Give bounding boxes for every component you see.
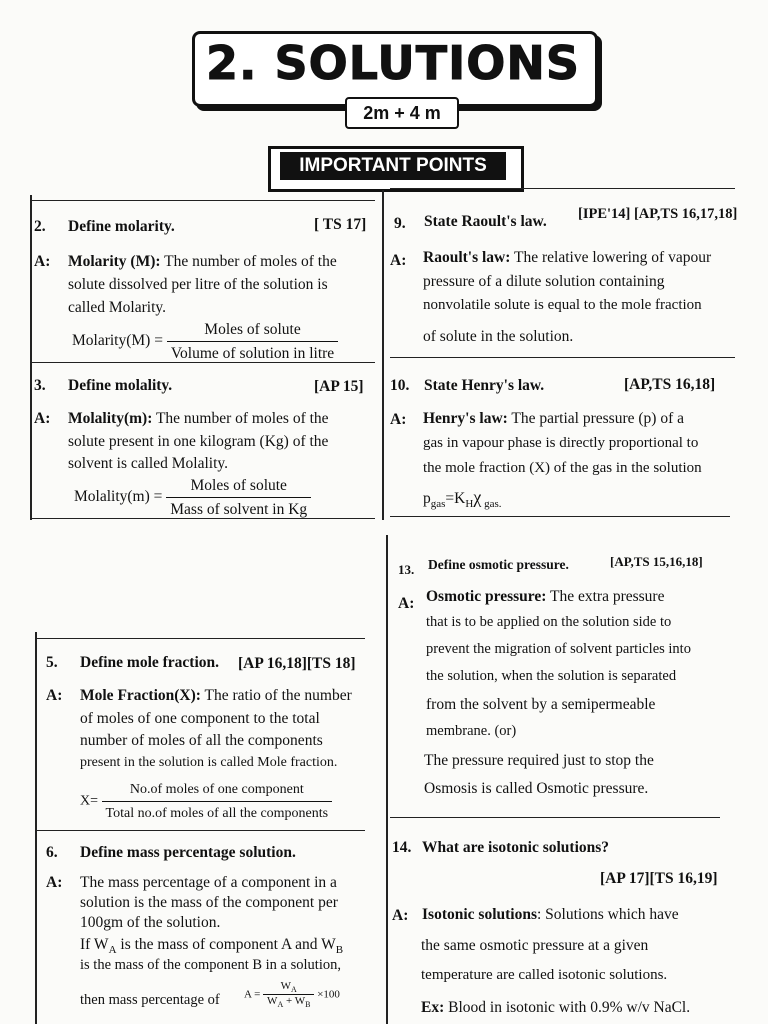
chapter-title: 2. SOLUTIONS [206,36,580,90]
answer-line: Osmotic pressure: The extra pressure [426,588,665,605]
exam-tag: [AP,TS 16,18] [624,376,716,393]
important-points-banner: IMPORTANT POINTS [280,152,506,180]
answer-line: The mass percentage of a component in a [80,874,337,891]
question-number: 10. [390,377,410,394]
answer-line: the same osmotic pressure at a given [421,937,649,954]
answer-label: A: [46,874,63,891]
question-text: State Raoult's law. [424,213,547,230]
formula: X= $\frac{\text{No.of moles of one component}}{\text{Total no.of moles of all the components}}$ [80,778,332,825]
answer-line: of moles of one component to the total [80,710,320,727]
answer-label: A: [34,253,51,270]
question-text: Define mole fraction. [80,654,220,671]
answer-line: Molality(m): The number of moles of the [68,410,329,427]
answer-line: gas in vapour phase is directly proportional to [423,435,699,451]
answer-line: solute present in one kilogram (Kg) of the [68,433,329,450]
formula-lhs: Molarity(M) = [72,332,163,350]
column-border [30,195,32,520]
question-number: 3. [34,377,46,394]
answer-label: A: [46,687,63,704]
divider [35,830,365,831]
answer-label: A: [392,907,409,924]
answer-label: A: [390,252,407,269]
answer-line: Osmosis is called Osmotic pressure. [424,780,649,797]
question-number: 2. [34,218,46,235]
divider [30,200,375,201]
answer-line: Molarity (M): The number of moles of the [68,253,337,270]
answer-line: the mole fraction (X) of the gas in the solution [423,460,702,476]
formula: Molality(m) = $\frac{\text{Moles of solute}}{\text{Mass of solvent in Kg}}$ [74,474,311,521]
column-divider [386,535,388,1024]
divider [390,516,730,517]
answer-line: membrane. (or) [426,723,517,739]
answer-line: prevent the migration of solvent particles into [426,641,691,657]
question-number: 5. [46,654,58,671]
formula: A = $\frac{W_A}{W_A + W_B}$ ×100 [244,980,340,1010]
answer-line: the solution, when the solution is separated [426,668,677,684]
formula [72,318,338,365]
answer-line: Ex: Blood in isotonic with 0.9% w/v NaCl. [421,999,691,1016]
fraction: $\frac{W_A}{W_A + W_B}$ [263,980,314,1009]
divider [35,638,365,639]
question-number: 6. [46,844,58,861]
answer-line: solvent is called Molality. [68,455,228,472]
question-text: State Henry's law. [424,377,545,394]
question-text: Define osmotic pressure. [428,557,569,572]
exam-tag: [IPE'14] [AP,TS 16,17,18] [578,206,738,222]
question-number: 14. [392,839,412,856]
fraction: $\frac{\text{Moles of solute}}{\text{Mass of solvent in Kg}}$ [166,474,311,521]
exam-tag: [AP 17][TS 16,19] [600,870,718,887]
question-number: 9. [394,215,406,232]
answer-line: that is to be applied on the solution side to [426,614,672,630]
question-text: Define mass percentage solution. [80,844,296,861]
answer-line: The pressure required just to stop the [424,752,654,769]
question-number: 13. [398,562,415,577]
exam-tag: [AP 16,18][TS 18] [238,655,356,672]
answer-line: solute dissolved per litre of the solution is [68,276,328,293]
answer-line: number of moles of all the components [80,732,323,749]
formula: $p_{gas}=K_H\chi$ $_{gas.}$ [423,487,502,511]
answer-label: A: [398,595,415,612]
answer-line: 100gm of the solution. [80,914,221,931]
answer-line: Mole Fraction(X): The ratio of the number [80,687,352,704]
answer-line: temperature are called isotonic solutions. [421,967,668,983]
answer-line: pressure of a dilute solution containing [423,273,665,290]
question-text: What are isotonic solutions? [422,839,610,856]
question-text: Define molality. [68,377,173,394]
answer-line: is the mass of the component B in a solution, [80,957,341,973]
column-border [35,632,37,1024]
column-divider [382,190,384,520]
answer-line: then mass percentage of [80,992,220,1008]
fraction: $\frac{\text{No.of moles of one component}}{\text{Total no.of moles of all the components}}$ [102,778,333,825]
answer-label: A: [34,410,51,427]
exam-tag: [AP,TS 15,16,18] [610,554,703,569]
answer-label: A: [390,411,407,428]
answer-line: Henry's law: The partial pressure (p) of a [423,410,684,427]
marks-badge: 2m + 4 m [345,97,459,129]
answer-line: called Molarity. [68,299,166,316]
answer-line: solution is the mass of the component per [80,894,338,911]
question-text: Define molarity. [68,218,175,235]
answer-line: If $W_A$ is the mass of component A and $W_B$ [80,936,344,957]
fraction: $\frac{\text{Moles of solute}}{\text{Volume of solution in litre}}$ [167,318,338,365]
divider [390,188,735,189]
exam-tag: [ TS 17] [314,216,367,233]
answer-line: of solute in the solution. [423,328,574,345]
divider [390,817,720,818]
answer-line: Raoult's law: The relative lowering of vapour [423,249,712,266]
answer-line: from the solvent by a semipermeable [426,696,656,713]
answer-line: Isotonic solutions: Solutions which have [422,906,679,923]
answer-line: present in the solution is called Mole fraction. [80,755,338,770]
exam-tag: [AP 15] [314,378,364,395]
answer-line: nonvolatile solute is equal to the mole fraction [423,297,702,313]
divider [390,357,735,358]
